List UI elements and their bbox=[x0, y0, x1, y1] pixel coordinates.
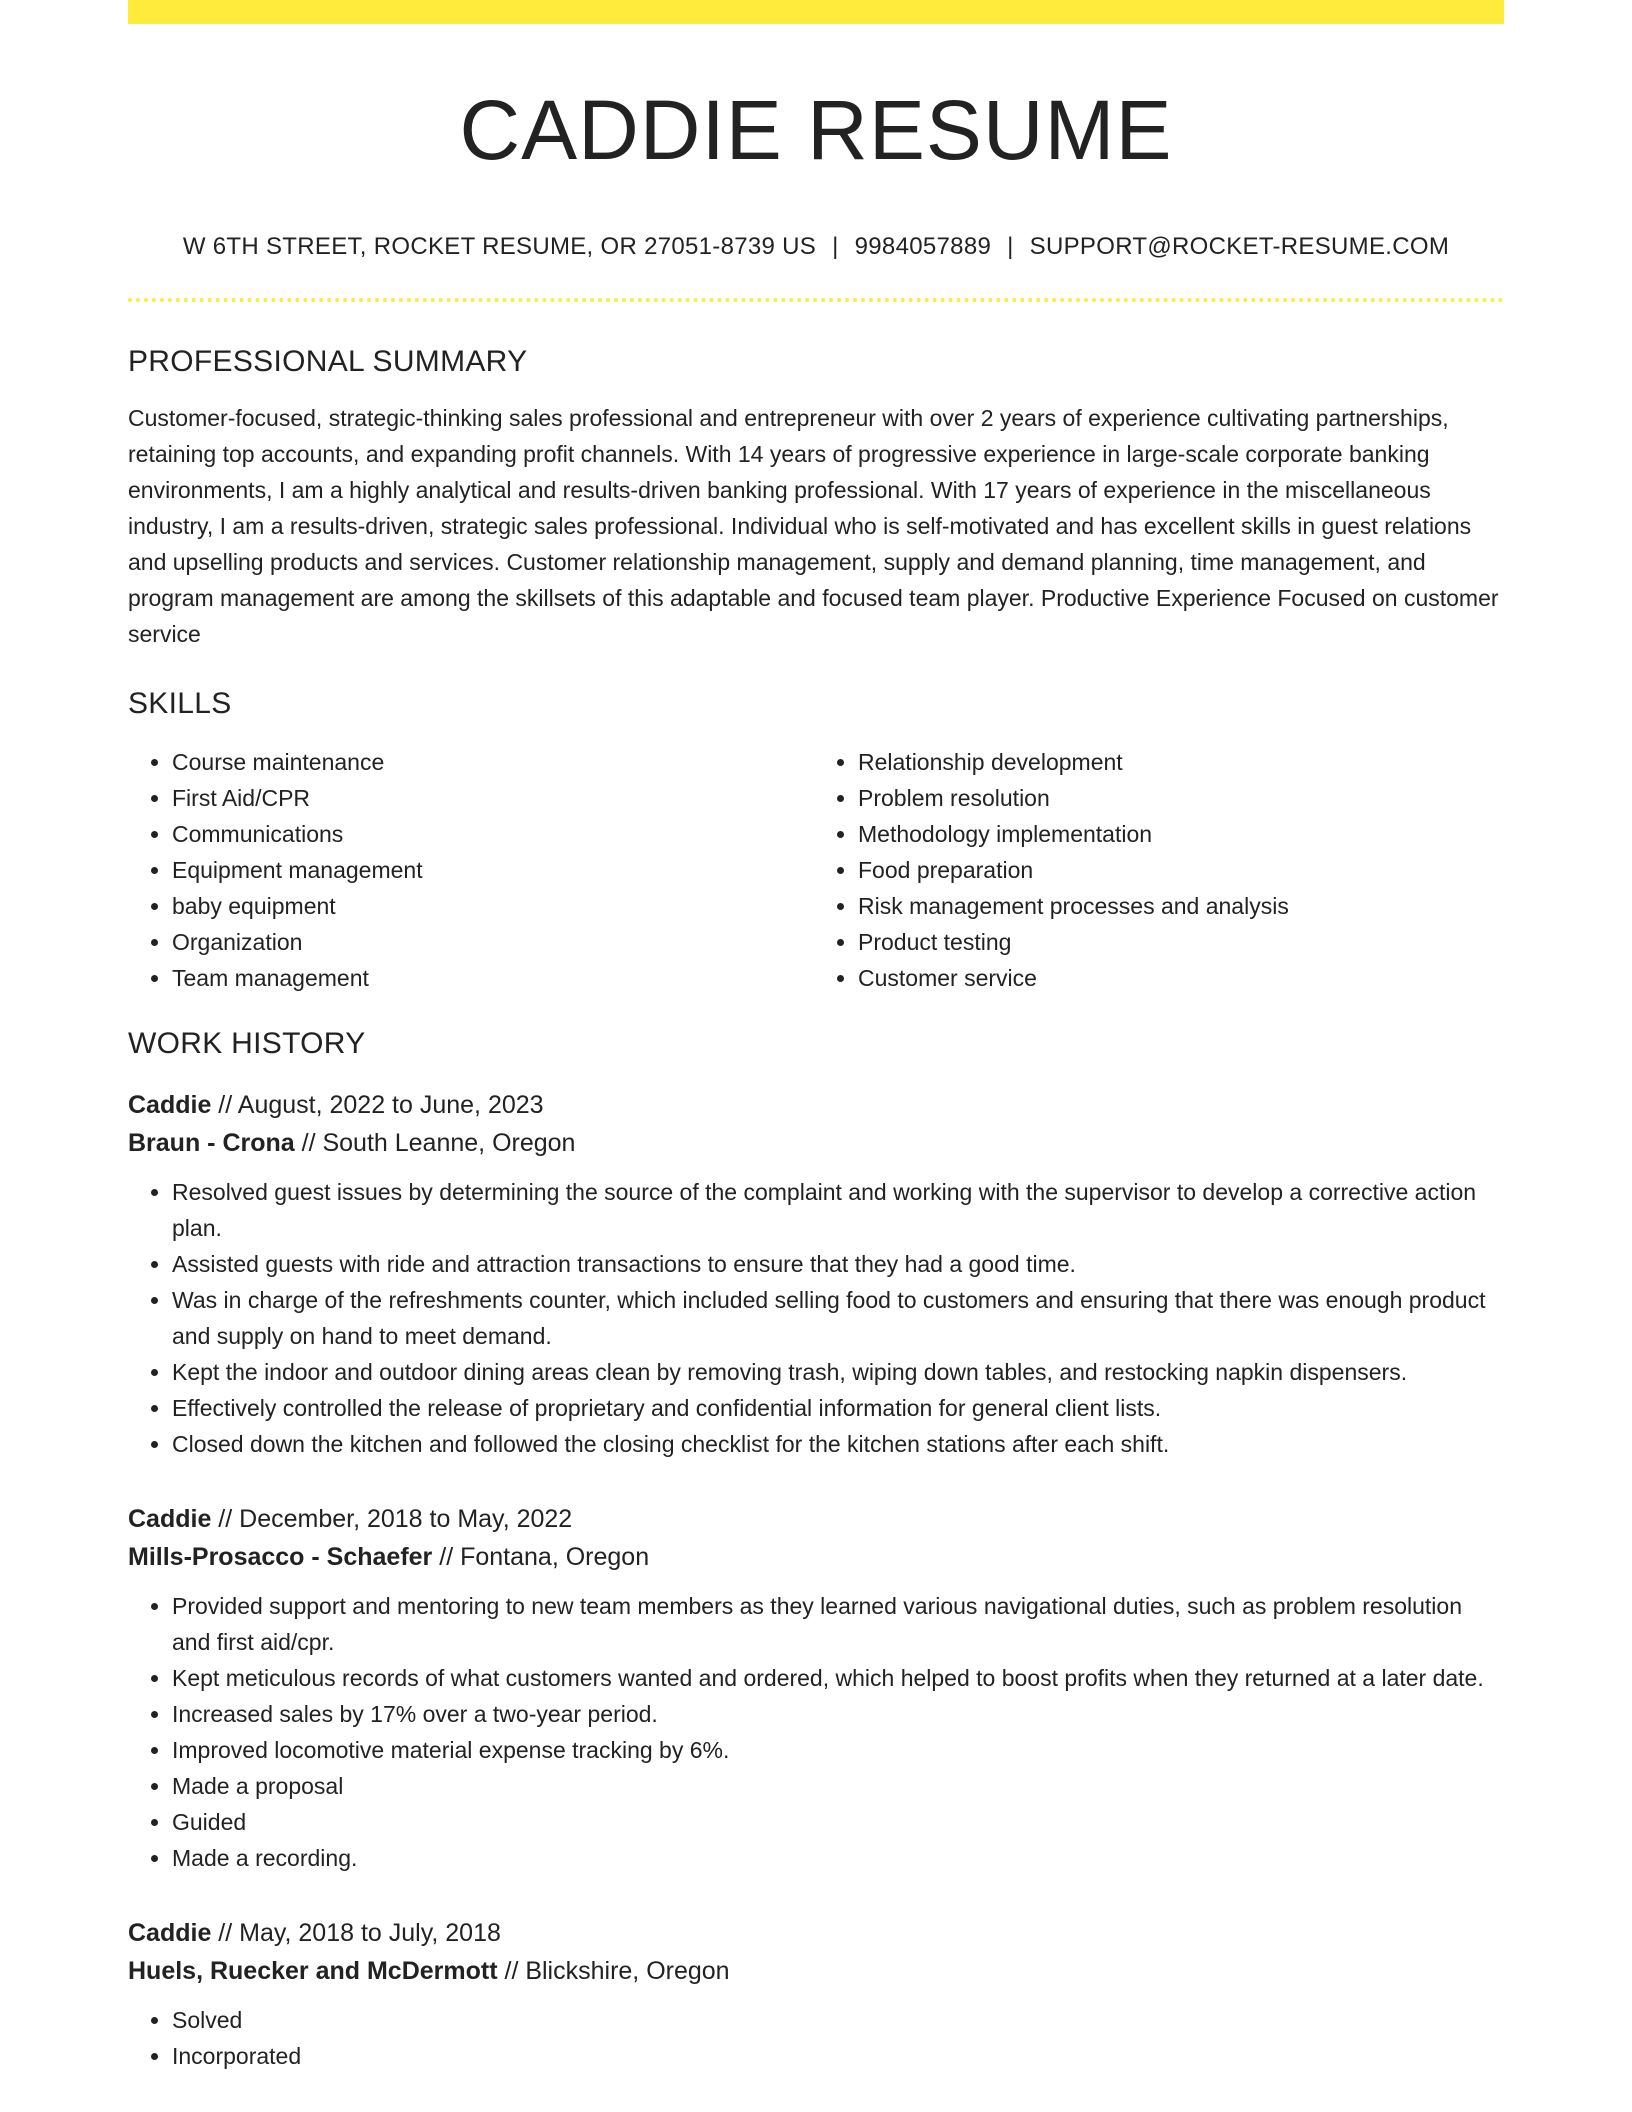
skill-item: • baby equipment bbox=[172, 888, 818, 924]
skill-item: • Relationship development bbox=[858, 744, 1504, 780]
skill-item: • First Aid/CPR bbox=[172, 780, 818, 816]
skill-item: • Problem resolution bbox=[858, 780, 1504, 816]
contact-phone: 9984057889 bbox=[854, 233, 992, 261]
job-bullet: • Assisted guests with ride and attraction transactions to ensure that they had a good time. bbox=[172, 1246, 1504, 1282]
job-bullet: • Increased sales by 17% over a two-year period. bbox=[172, 1696, 1504, 1732]
job-title-line bbox=[128, 1914, 1504, 1952]
dotted-divider bbox=[128, 298, 1504, 302]
job-bullet: • Provided support and mentoring to new team members as they learned various navigational duties, such as problem resolution and first aid/cpr. bbox=[172, 1588, 1504, 1660]
resume-title: CADDIE RESUME bbox=[459, 83, 1173, 177]
job-location: // South Leanne, Oregon bbox=[294, 1129, 576, 1158]
accent-top-bar bbox=[128, 0, 1504, 24]
job-company: Braun - Crona bbox=[128, 1129, 295, 1158]
skills-column-left bbox=[128, 744, 818, 996]
skills-column-right bbox=[814, 744, 1504, 996]
job-title-line bbox=[128, 1086, 1504, 1124]
job-dates: // May, 2018 to July, 2018 bbox=[211, 1919, 501, 1948]
skill-item: • Course maintenance bbox=[172, 744, 818, 780]
job-title-line bbox=[128, 1500, 1504, 1538]
skills-heading: SKILLS bbox=[128, 687, 232, 721]
job-company-line bbox=[128, 1124, 1504, 1162]
job-company: Mills-Prosacco - Schaefer bbox=[128, 1543, 433, 1572]
job-dates: // December, 2018 to May, 2022 bbox=[211, 1505, 573, 1534]
job-role: Caddie bbox=[128, 1505, 212, 1534]
skill-item: • Food preparation bbox=[858, 852, 1504, 888]
job-entry bbox=[128, 1500, 1504, 1876]
contact-separator: | bbox=[832, 233, 839, 261]
job-entry bbox=[128, 1914, 1504, 2074]
summary-heading: PROFESSIONAL SUMMARY bbox=[128, 345, 528, 379]
skill-item: • Communications bbox=[172, 816, 818, 852]
job-role: Caddie bbox=[128, 1091, 212, 1120]
skills-list bbox=[128, 744, 1504, 996]
job-bullet: • Incorporated bbox=[172, 2038, 1504, 2074]
job-bullets bbox=[128, 1588, 1504, 1876]
job-bullet: • Effectively controlled the release of proprietary and confidential information for general client lists. bbox=[172, 1390, 1504, 1426]
contact-address: W 6TH STREET, ROCKET RESUME, OR 27051-8739 US bbox=[182, 233, 817, 261]
job-bullet: • Made a proposal bbox=[172, 1768, 1504, 1804]
skill-item: • Methodology implementation bbox=[858, 816, 1504, 852]
job-bullet: • Was in charge of the refreshments counter, which included selling food to customers and ensuring that there was enough product and supply on hand to meet demand. bbox=[172, 1282, 1504, 1354]
job-company-line bbox=[128, 1538, 1504, 1576]
skill-item: • Equipment management bbox=[172, 852, 818, 888]
job-role: Caddie bbox=[128, 1919, 212, 1948]
job-bullet: • Made a recording. bbox=[172, 1840, 1504, 1876]
job-entry bbox=[128, 1086, 1504, 1462]
job-bullet: • Resolved guest issues by determining the source of the complaint and working with the supervisor to develop a corrective action plan. bbox=[172, 1174, 1504, 1246]
skill-item: • Customer service bbox=[858, 960, 1504, 996]
skill-item: • Organization bbox=[172, 924, 818, 960]
summary-text: Customer-focused, strategic-thinking sales professional and entrepreneur with over 2 years of experience cultivating partnerships, retaining top accounts, and expanding profit channels. With 14 years of progressive experience in large-scale corporate banking environments, I am a highly analytical and results-driven banking professional. With 17 years of experience in the miscellaneous industry, I am a results-driven, strategic sales professional. Individual who is self-motivated and has excellent skills in guest relations and upselling products and services. Customer relationship management, supply and demand planning, time management, and program management are among the skillsets of this adaptable and focused team player. Productive Experience Focused on customer service bbox=[128, 405, 1499, 648]
job-bullet: • Improved locomotive material expense tracking by 6%. bbox=[172, 1732, 1504, 1768]
job-bullets bbox=[128, 1174, 1504, 1462]
work-history-heading: WORK HISTORY bbox=[128, 1027, 366, 1061]
job-bullet: • Kept the indoor and outdoor dining areas clean by removing trash, wiping down tables, and restocking napkin dispensers. bbox=[172, 1354, 1504, 1390]
job-bullet: • Solved bbox=[172, 2002, 1504, 2038]
job-location: // Fontana, Oregon bbox=[432, 1543, 650, 1572]
job-bullets bbox=[128, 2002, 1504, 2074]
skill-item: • Risk management processes and analysis bbox=[858, 888, 1504, 924]
job-bullet: • Guided bbox=[172, 1804, 1504, 1840]
contact-separator: | bbox=[1007, 233, 1014, 261]
contact-email: SUPPORT@ROCKET-RESUME.COM bbox=[1029, 233, 1450, 261]
job-bullet: • Closed down the kitchen and followed the closing checklist for the kitchen stations after each shift. bbox=[172, 1426, 1504, 1462]
job-company-line bbox=[128, 1952, 1504, 1990]
job-bullet: • Kept meticulous records of what customers wanted and ordered, which helped to boost profits when they returned at a later date. bbox=[172, 1660, 1504, 1696]
skill-item: • Team management bbox=[172, 960, 818, 996]
contact-line bbox=[128, 232, 1504, 262]
job-dates: // August, 2022 to June, 2023 bbox=[211, 1091, 544, 1120]
job-company: Huels, Ruecker and McDermott bbox=[128, 1957, 498, 1986]
skill-item: • Product testing bbox=[858, 924, 1504, 960]
job-location: // Blickshire, Oregon bbox=[497, 1957, 730, 1986]
resume-page bbox=[128, 0, 1504, 2074]
